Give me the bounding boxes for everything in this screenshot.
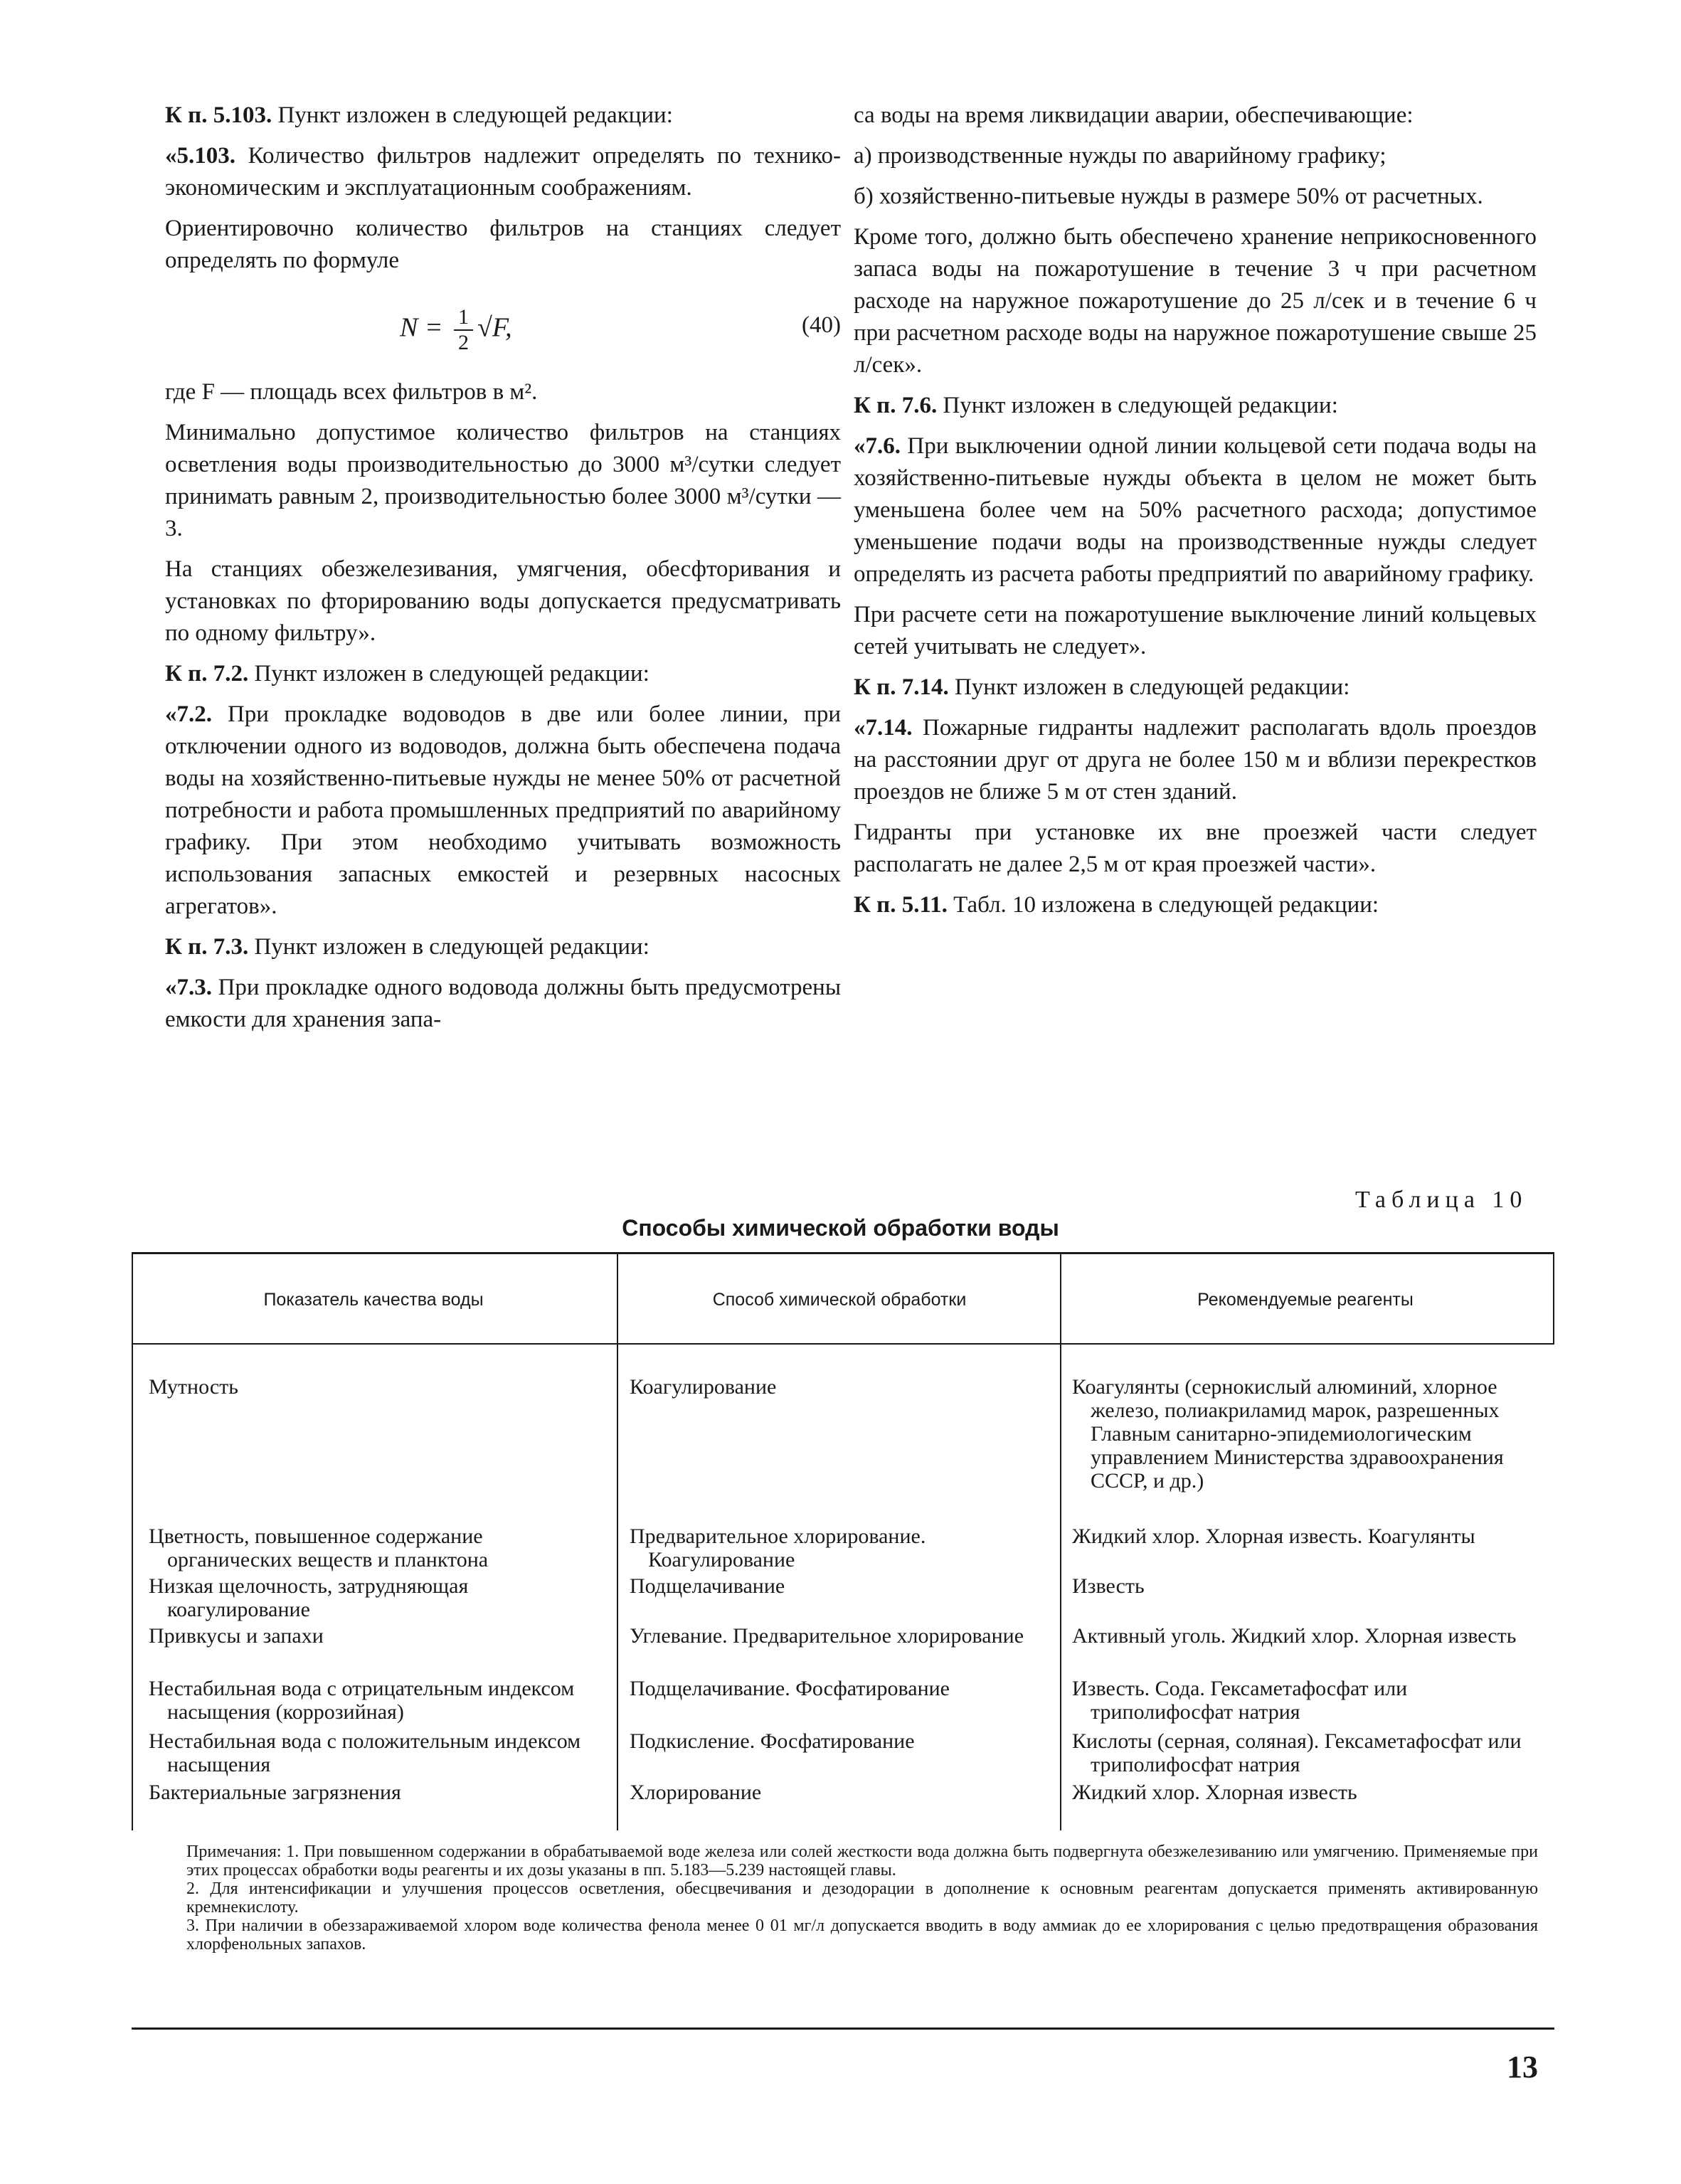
column-divider	[617, 1254, 618, 1830]
paragraph	[854, 712, 1537, 808]
paragraph: Кроме того, должно быть обеспечено хранение неприкосновенного запаса воды на пожаротушение в течение 3 ч при расчетном расходе на наружное пожаротушение до 25 л/сек и в течение 6 ч при расчетном расходе воды на наружное пожаротушение свыше 25 л/сек».	[854, 224, 1537, 378]
table-cell	[1072, 1781, 1542, 1804]
clause-ref: «7.3.	[165, 975, 212, 1000]
paragraph: Ориентировочно количество фильтров на станциях следует определять по формуле	[165, 216, 841, 273]
left-column	[165, 100, 841, 1044]
cell-text: Жидкий хлор. Хлорная известь. Коагулянты	[1072, 1525, 1475, 1548]
cell-text: Подщелачивание. Фосфатирование	[630, 1677, 950, 1700]
paragraph: где F — площадь всех фильтров в м².	[165, 379, 538, 405]
paragraph	[165, 100, 841, 132]
formula-lhs: N =	[400, 312, 450, 343]
table-cell	[630, 1781, 1049, 1804]
paragraph-text: При прокладке водоводов в две или более линии, при отключении одного из водоводов, должна быть обеспечена подача воды на хозяйственно-питьевые нужды не менее 50% от расчетной потребности и работа промышленных предприятий по аварийному графику. При этом необходимо учитывать возможность использования запасных емкостей и резервных насосных агрегатов».	[165, 701, 841, 919]
table-cell	[1072, 1574, 1542, 1598]
cell-text: Низкая щелочность, затрудняющая коагулирование	[149, 1574, 469, 1621]
table-header-row	[132, 1254, 1554, 1345]
table-border-right	[1553, 1254, 1554, 1343]
note: 3. При наличии в обеззараживаемой хлором воде количества фенола менее 0 01 мг/л допускается вводить в воду аммиак до ее хлорирования с целью предотвращения образования хлорфенольных запахов.	[186, 1917, 1538, 1954]
table-cell	[149, 1624, 604, 1648]
paragraph	[165, 931, 841, 963]
table-title: Способы химической обработки воды	[622, 1215, 1059, 1241]
paragraph: При расчете сети на пожаротушение выключение линий кольцевых сетей учитывать не следует».	[854, 602, 1537, 659]
paragraph: а) производственные нужды по аварийному графику;	[854, 143, 1386, 169]
table-number: Таблица 10	[1355, 1187, 1528, 1213]
page-number: 13	[1507, 2050, 1538, 2084]
table-cell	[149, 1729, 604, 1776]
formula	[165, 298, 841, 362]
table-border-left	[132, 1254, 133, 1830]
clause-ref: «5.103.	[165, 143, 235, 169]
paragraph	[854, 889, 1537, 921]
paragraph-text: Пункт изложен в следующей редакции:	[943, 393, 1338, 418]
cell-text: Хлорирование	[630, 1781, 762, 1804]
cell-text: Углевание. Предварительное хлорирование	[630, 1624, 1024, 1648]
cell-text: Коагулирование	[630, 1375, 777, 1399]
cell-text: Известь. Сода. Гексаметафосфат или триполифосфат натрия	[1072, 1677, 1408, 1724]
table-cell	[149, 1574, 604, 1621]
table-cell	[630, 1375, 1049, 1399]
right-column	[854, 100, 1537, 930]
table-header-cell: Показатель качества воды	[263, 1290, 484, 1310]
note: Примечания: 1. При повышенном содержании в обрабатываемой воде железа или солей жесткости вода должна быть подвергнута обезжелезиванию или умягчению. Применяемые при этих процессах обработки воды реагенты и их дозы указаны в пп. 5.183—5.239 настоящей главы.	[186, 1843, 1538, 1880]
table-cell	[1072, 1729, 1542, 1776]
cell-text: Коагулянты (сернокислый алюминий, хлорное железо, полиакриламид марок, разрешенных Главным санитарно-эпидемиологическим управлением Министерства здравоохранения СССР, и др.)	[1072, 1375, 1504, 1493]
table-cell	[630, 1525, 1049, 1571]
cell-text: Известь	[1072, 1574, 1145, 1598]
cell-text: Кислоты (серная, соляная). Гексаметафосфат или триполифосфат натрия	[1072, 1729, 1522, 1776]
table-bottom-rule	[132, 2027, 1554, 2030]
table-cell	[1072, 1677, 1542, 1724]
clause-ref: К п. 5.103.	[165, 102, 272, 128]
cell-text: Предварительное хлорирование. Коагулирование	[630, 1525, 926, 1571]
cell-text: Бактериальные загрязнения	[149, 1781, 401, 1804]
paragraph: Гидранты при установке их вне проезжей части следует располагать не далее 2,5 м от края проезжей части».	[854, 820, 1537, 877]
clause-ref: К п. 7.14.	[854, 674, 949, 700]
clause-ref: К п. 7.2.	[165, 661, 249, 687]
paragraph	[854, 672, 1537, 704]
cell-text: Нестабильная вода с положительным индексом насыщения	[149, 1729, 581, 1776]
note: 2. Для интенсификации и улучшения процессов осветления, обесцвечивания и дезодорации в дополнение к основным реагентам допускается применять активированную кремнекислоту.	[186, 1880, 1538, 1917]
paragraph	[854, 390, 1537, 422]
cell-text: Подкисление. Фосфатирование	[630, 1729, 915, 1753]
table-cell	[1072, 1624, 1542, 1648]
paragraph-text: Пункт изложен в следующей редакции:	[254, 934, 649, 960]
paragraph-text: При выключении одной линии кольцевой сети подача воды на хозяйственно-питьевые нужды объекта в целом не может быть уменьшена более чем на 50% расчетного расхода; допустимое уменьшение подачи воды на производственные нужды следует определять из расчета работы предприятий по аварийному графику.	[854, 433, 1537, 587]
paragraph-text: Количество фильтров надлежит определять по технико-экономическим и эксплуатационным соображениям.	[165, 143, 841, 201]
paragraph	[854, 430, 1537, 590]
table-notes	[186, 1843, 1538, 1954]
paragraph-text: Пожарные гидранты надлежит располагать вдоль проездов на расстоянии друг от друга не более 150 м и вблизи перекрестков проездов не ближе 5 м от стен зданий.	[854, 715, 1537, 805]
table-cell	[149, 1677, 604, 1724]
cell-text: Жидкий хлор. Хлорная известь	[1072, 1781, 1357, 1804]
formula-rhs: √F,	[477, 312, 512, 343]
clause-ref: «7.14.	[854, 715, 913, 741]
cell-text: Мутность	[149, 1375, 238, 1399]
table-cell	[630, 1729, 1049, 1753]
table-cell	[149, 1781, 604, 1804]
fraction	[454, 305, 473, 355]
paragraph-text: Пункт изложен в следующей редакции:	[277, 102, 673, 128]
table-header-cell: Рекомендуемые реагенты	[1197, 1290, 1414, 1310]
paragraph	[165, 972, 841, 1036]
table-cell	[149, 1525, 604, 1571]
paragraph-text: Табл. 10 изложена в следующей редакции:	[953, 892, 1379, 918]
clause-ref: «7.2.	[165, 701, 212, 727]
table-cell	[630, 1677, 1049, 1700]
paragraph-text: При прокладке одного водовода должны быть предусмотрены емкости для хранения запа-	[165, 975, 842, 1032]
fraction-denominator: 2	[458, 331, 469, 354]
formula-number: (40)	[802, 312, 841, 338]
clause-ref: К п. 7.6.	[854, 393, 938, 418]
paragraph: Минимально допустимое количество фильтров на станциях осветления воды производительностью до 3000 м³/сутки следует принимать равным 2, производительностью более 3000 м³/сутки — 3.	[165, 420, 841, 541]
cell-text: Привкусы и запахи	[149, 1624, 324, 1648]
formula-expression	[400, 305, 512, 355]
paragraph: На станциях обезжелезивания, умягчения, обесфторивания и установках по фторированию воды допускается предусматривать по одному фильтру».	[165, 556, 841, 646]
table-cell	[1072, 1525, 1542, 1548]
table-cell	[1072, 1375, 1542, 1493]
paragraph	[165, 658, 841, 690]
paragraph	[165, 699, 841, 923]
cell-text: Подщелачивание	[630, 1574, 785, 1598]
paragraph	[165, 140, 841, 204]
cell-text: Нестабильная вода с отрицательным индексом насыщения (коррозийная)	[149, 1677, 575, 1724]
fraction-numerator: 1	[454, 305, 473, 331]
cell-text: Активный уголь. Жидкий хлор. Хлорная известь	[1072, 1624, 1517, 1648]
table-header-cell: Способ химической обработки	[712, 1290, 967, 1310]
clause-ref: К п. 7.3.	[165, 934, 249, 960]
table-cell	[630, 1574, 1049, 1598]
clause-ref: «7.6.	[854, 433, 901, 459]
table-cell	[630, 1624, 1049, 1648]
table-cell	[149, 1375, 604, 1399]
paragraph-text: Пункт изложен в следующей редакции:	[254, 661, 649, 687]
paragraph: са воды на время ликвидации аварии, обеспечивающие:	[854, 102, 1414, 128]
paragraph: б) хозяйственно-питьевые нужды в размере 50% от расчетных.	[854, 184, 1483, 209]
column-divider	[1060, 1254, 1061, 1830]
paragraph-text: Пункт изложен в следующей редакции:	[954, 674, 1350, 700]
clause-ref: К п. 5.11.	[854, 892, 948, 918]
cell-text: Цветность, повышенное содержание органических веществ и планктона	[149, 1525, 489, 1571]
